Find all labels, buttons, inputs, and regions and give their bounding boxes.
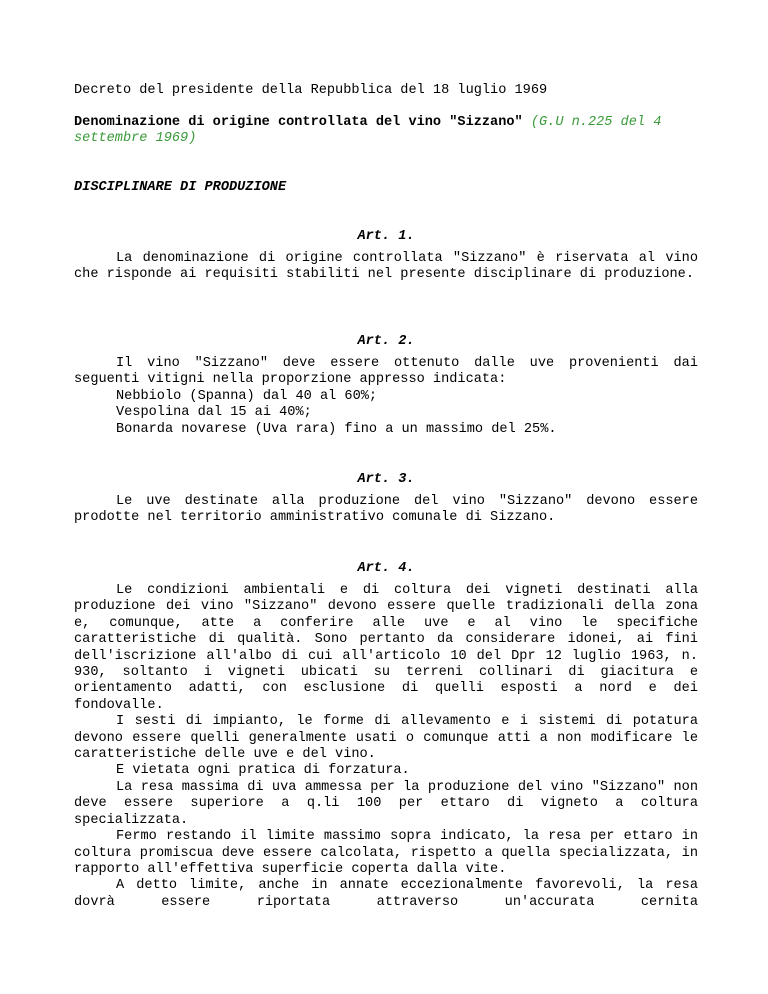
article-3-heading	[74, 472, 698, 488]
gazette-reference: (G.U n.225 del 4 settembre 1969)	[74, 115, 662, 147]
list-item: Vespolina dal 15 ai 40%;	[116, 405, 312, 421]
section-title: DISCIPLINARE DI PRODUZIONE	[74, 180, 287, 195]
title-paragraph	[74, 115, 698, 148]
article-heading: Art. 1.	[357, 229, 415, 244]
article-4-heading	[74, 561, 698, 577]
article-paragraph: Le condizioni ambientali e di coltura dei vigneti destinati alla produzione dei vino "Sizzano" devono essere quelle tradizionali della zona e, comunque, atte a conferire alle uve e al vino le specifiche caratteristiche di qualità. Sono pertanto da considerare idonei, ai fini dell'iscrizione all'albo di cui all'articolo 10 del Dpr 12 luglio 1963, n. 930, soltanto i vigneti ubicati su terreni collinari di giacitura e orientamento adatti, con esclusione di quelli esposti a nord e dei fondovalle.	[74, 583, 698, 713]
article-1-heading	[74, 229, 698, 245]
article-paragraph: Le uve destinate alla produzione del vino "Sizzano" devono essere prodotte nel territorio amministrativo comunale di Sizzano.	[74, 494, 698, 526]
grape-variety-list	[74, 389, 698, 438]
article-4-body	[74, 583, 698, 911]
article-1-body	[74, 251, 698, 284]
decree-text: Decreto del presidente della Repubblica del 18 luglio 1969	[74, 83, 548, 98]
article-heading: Art. 4.	[357, 561, 415, 576]
article-2-body	[74, 356, 698, 438]
article-2-heading	[74, 334, 698, 350]
decree-line	[74, 83, 698, 99]
list-item: Bonarda novarese (Uva rara) fino a un massimo del 25%.	[116, 421, 557, 437]
document-title	[74, 115, 698, 148]
list-item: Nebbiolo (Spanna) dal 40 al 60%;	[116, 388, 378, 404]
article-paragraph: La denominazione di origine controllata "Sizzano" è riservata al vino che risponde ai requisiti stabiliti nel presente disciplinare di produzione.	[74, 251, 698, 283]
article-paragraph: A detto limite, anche in annate eccezionalmente favorevoli, la resa dovrà essere riportata attraverso un'accurata cernita	[74, 878, 698, 910]
article-paragraph: E vietata ogni pratica di forzatura.	[116, 763, 410, 779]
article-paragraph: Il vino "Sizzano" deve essere ottenuto dalle uve provenienti dai seguenti vitigni nella proporzione appresso indicata:	[74, 356, 698, 388]
article-paragraph: La resa massima di uva ammessa per la produzione del vino "Sizzano" non deve essere superiore a q.li 100 per ettaro di vigneto a coltura specializzata.	[74, 779, 698, 828]
article-heading: Art. 2.	[357, 334, 415, 349]
article-3-body	[74, 494, 698, 527]
title-bold: Denominazione di origine controllata del vino "Sizzano"	[74, 115, 523, 130]
section-heading	[74, 180, 698, 196]
article-heading: Art. 3.	[357, 472, 415, 487]
article-paragraph: I sesti di impianto, le forme di allevamento e i sistemi di potatura devono essere quelli generalmente usati o comunque atti a non modificare le caratteristiche delle uve e del vino.	[74, 714, 698, 763]
article-paragraph: Fermo restando il limite massimo sopra indicato, la resa per ettaro in coltura promiscua deve essere calcolata, rispetto a quella specializzata, in rapporto all'effettiva superficie coperta dalla vite.	[74, 829, 698, 877]
